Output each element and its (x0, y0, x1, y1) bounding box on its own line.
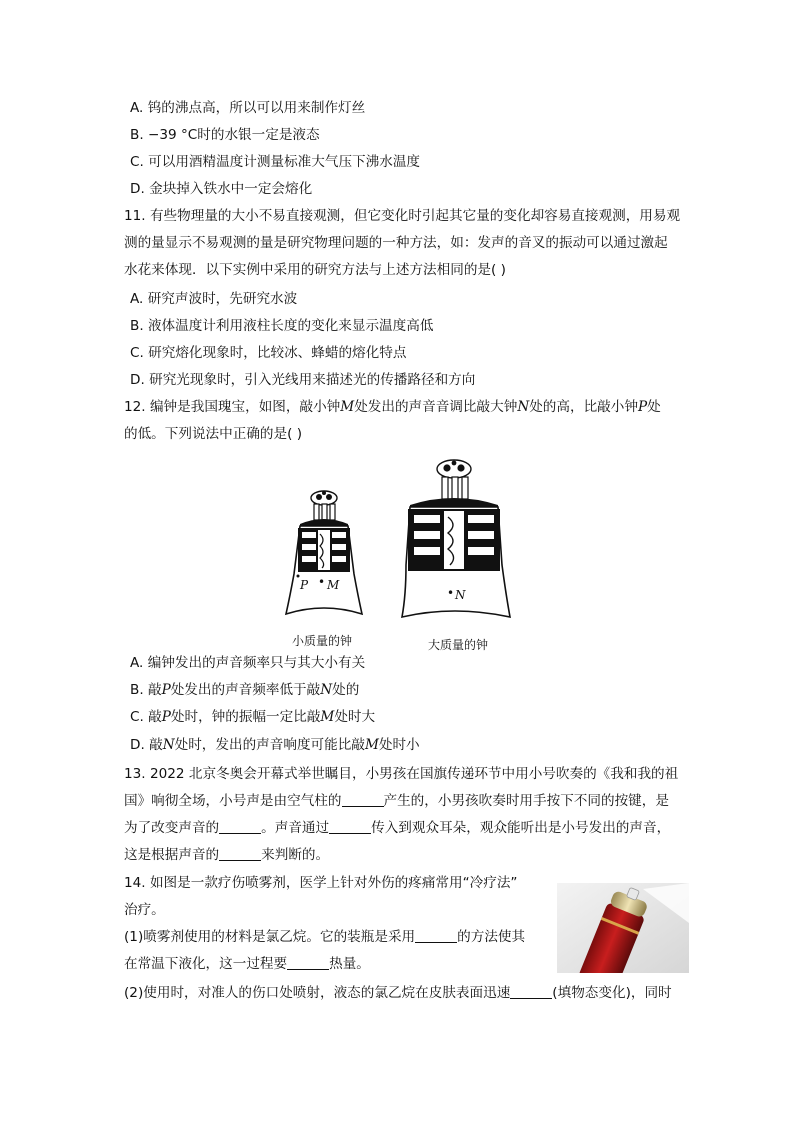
q13-line1: 13. 2022 北京冬奥会开幕式举世瞩目，小男孩在国旗传递环节中用小号吹奏的《我和我的祖 (124, 766, 679, 782)
small-bell-label-M: M (327, 578, 340, 592)
q13-blank-3[interactable] (329, 819, 371, 834)
q12-option-b: B. 敲P处发出的声音频率低于敲N处的 (130, 682, 360, 698)
q10-option-d: D. 金块掉入铁水中一定会熔化 (130, 181, 313, 197)
small-bell-dot-M: • (318, 575, 326, 589)
q14-blank-2[interactable] (287, 955, 329, 970)
q10-option-c: C. 可以用酒精温度计测量标准大气压下沸水温度 (130, 154, 421, 170)
q11-stem-line1: 11. 有些物理量的大小不易直接观测，但它变化时引起其它量的变化却容易直接观测，用易观 (124, 208, 681, 224)
q11-option-d: D. 研究光现象时，引入光线用来描述光的传播路径和方向 (130, 372, 476, 388)
q13-line2: 国》响彻全场，小号声是由空气柱的 产生的，小男孩吹奏时用手按下不同的按键，是 (124, 793, 669, 809)
q13-blank-1[interactable] (342, 792, 384, 807)
q14-line2: 治疗。 (124, 902, 165, 918)
q14-line5: (2)使用时，对准人的伤口处喷射，液态的氯乙烷在皮肤表面迅速 (填物态变化)，同时 (124, 985, 672, 1001)
q13-line4: 这是根据声音的 来判断的。 (124, 847, 330, 863)
q10-option-a: A. 钨的沸点高，所以可以用来制作灯丝 (130, 100, 366, 116)
q13-blank-4[interactable] (219, 846, 261, 861)
q10-option-b: B. −39 °C时的水银一定是液态 (130, 127, 320, 143)
q12-stem-line2: 的低。下列说法中正确的是( ) (124, 426, 303, 442)
q12-option-c: C. 敲P处时，钟的振幅一定比敲M处时大 (130, 709, 376, 725)
q14-line4: 在常温下液化，这一过程要 热量。 (124, 956, 370, 972)
q12-option-d: D. 敲N处时，发出的声音响度可能比敲M处时小 (130, 737, 420, 753)
q14-blank-1[interactable] (415, 928, 457, 943)
large-bell-label-N: N (455, 588, 466, 602)
q12-stem-line1: 12. 编钟是我国瑰宝，如图，敲小钟M处发出的声音音调比敲大钟N处的高，比敲小钟P处 (124, 399, 661, 415)
q11-stem-line2: 测的量显示不易观测的量是研究物理问题的一种方法，如：发声的音叉的振动可以通过激起 (124, 235, 668, 251)
large-bell-dot-N: • (447, 586, 455, 600)
q11-option-a: A. 研究声波时，先研究水波 (130, 291, 298, 307)
q11-option-c: C. 研究熔化现象时，比较冰、蜂蜡的熔化特点 (130, 345, 407, 361)
small-bell-figure (282, 486, 366, 620)
q14-line1: 14. 如图是一款疗伤喷雾剂，医学上针对外伤的疼痛常用“冷疗法” (124, 875, 518, 891)
spray-can-photo (557, 883, 689, 973)
q14-line3: (1)喷雾剂使用的材料是氯乙烷。它的装瓶是采用 的方法使其 (124, 929, 526, 945)
q13-blank-2[interactable] (219, 819, 261, 834)
q13-line3: 为了改变声音的 。声音通过 传入到观众耳朵，观众能听出是小号发出的声音， (124, 820, 671, 836)
small-bell-caption: 小质量的钟 (292, 634, 353, 648)
q11-stem-line3: 水花来体现．以下实例中采用的研究方法与上述方法相同的是( ) (124, 262, 506, 278)
large-bell-caption: 大质量的钟 (428, 638, 489, 652)
q12-option-a: A. 编钟发出的声音频率只与其大小有关 (130, 655, 366, 671)
small-bell-label-P: P (300, 578, 309, 592)
q14-blank-3[interactable] (510, 984, 552, 999)
q11-option-b: B. 液体温度计利用液柱长度的变化来显示温度高低 (130, 318, 434, 334)
